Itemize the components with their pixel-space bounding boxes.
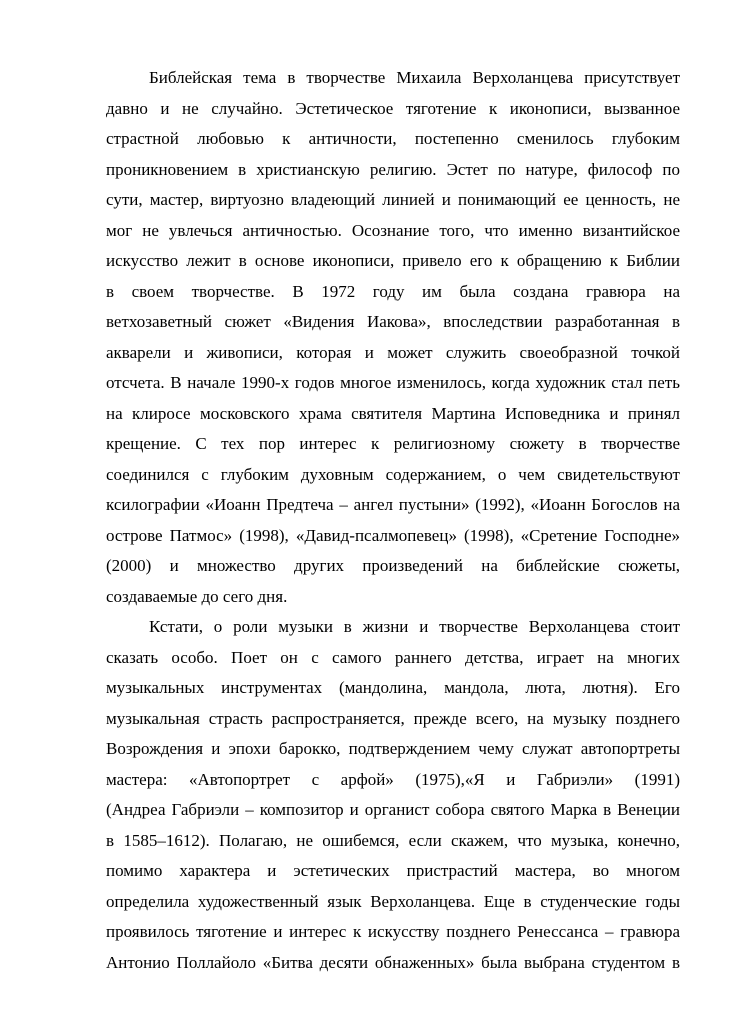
paragraph-biblical-theme [106, 63, 680, 612]
text-line: Возрождения и эпохи барокко, подтверждением чему служат автопортреты [106, 739, 680, 758]
text-line: крещение. С тех пор интерес к религиозному сюжету в творчестве [106, 434, 680, 453]
text-line: соединился с глубоким духовным содержанием, о чем свидетельствуют [106, 464, 680, 484]
text-line: проявилось тяготение и интерес к искусству позднего Ренессанса – гравюра [106, 922, 680, 941]
text-line: помимо характера и эстетических пристрастий мастера, во многом [106, 861, 680, 880]
text-line: искусство лежит в основе иконописи, привело его к обращению к Библии [106, 251, 680, 270]
text-line: острове Патмос» (1998), «Давид-псалмопевец» (1998), «Сретение Господне» [106, 525, 680, 545]
text-line: на клиросе московского храма святителя Мартина Исповедника и принял [106, 403, 680, 423]
text-line: определила художественный язык Верхоланцева. Еще в студенческие годы [106, 891, 680, 911]
text-line: акварели и живописи, которая и может служить своеобразной точкой [106, 342, 680, 362]
text-line: мастера: «Автопортрет с арфой» (1975),«Я и Габриэли» (1991) [106, 769, 680, 789]
text-line: давно и не случайно. Эстетическое тяготение к иконописи, вызванное [106, 98, 680, 118]
text-line: в своем творчестве. В 1972 году им была создана гравюра на [106, 281, 680, 301]
text-line: проникновением в христианскую религию. Эстет по натуре, философ по [106, 159, 680, 179]
text-line: (Андреа Габриэли – композитор и органист собора святого Марка в Венеции [106, 800, 680, 819]
text-line: (2000) и множество других произведений на библейские сюжеты, [106, 556, 680, 575]
text-line: в 1585–1612). Полагаю, не ошибемся, если скажем, что музыка, конечно, [106, 830, 680, 850]
text-line: сути, мастер, виртуозно владеющий линией и понимающий ее ценность, не [106, 190, 680, 209]
text-line: страстной любовью к античности, постепенно сменилось глубоким [106, 129, 680, 148]
text-line: музыкальная страсть распространяется, прежде всего, на музыку позднего [106, 708, 680, 728]
text-line: музыкальных инструментах (мандолина, мандола, люта, лютня). Его [106, 678, 680, 697]
text-line: Библейская тема в творчестве Михаила Верхоланцева присутствует [149, 68, 680, 87]
text-line: Антонио Поллайоло «Битва десяти обнаженных» была выбрана студентом в [106, 952, 680, 972]
paragraph-music-role [106, 612, 680, 978]
text-line: ветхозаветный сюжет «Видения Иакова», впоследствии разработанная в [106, 312, 680, 331]
text-line: ксилографии «Иоанн Предтеча – ангел пустыни» (1992), «Иоанн Богослов на [106, 495, 680, 514]
text-line: мог не увлечься античностью. Осознание того, что именно византийское [106, 220, 680, 240]
text-line: Кстати, о роли музыки в жизни и творчестве Верхоланцева стоит [149, 617, 680, 636]
text-line: отсчета. В начале 1990-х годов многое изменилось, когда художник стал петь [106, 373, 680, 392]
text-line: создаваемые до сего дня. [106, 586, 288, 606]
text-line: сказать особо. Поет он с самого раннего детства, играет на многих [106, 647, 680, 667]
